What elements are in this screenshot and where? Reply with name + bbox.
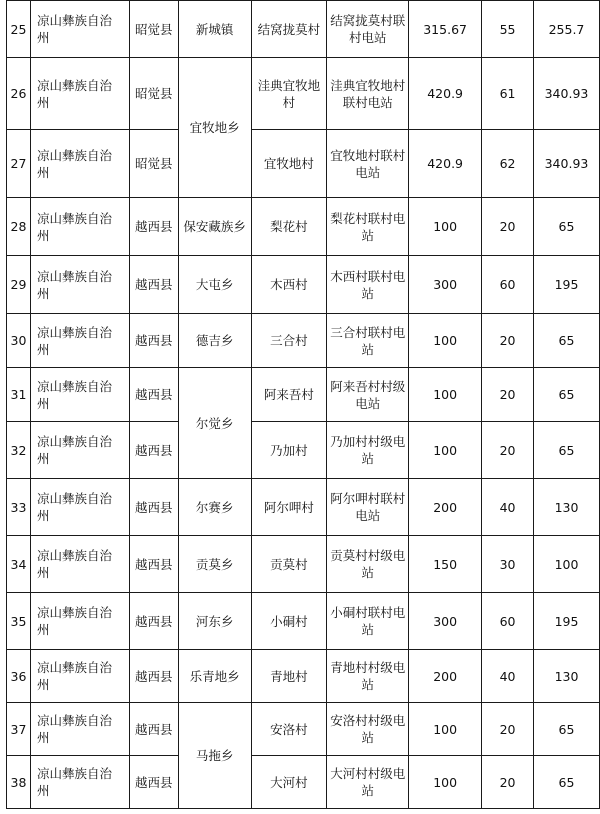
- row-number: 33: [7, 479, 31, 536]
- village-cell: 小硐村: [251, 593, 327, 650]
- county-cell: 越西县: [129, 703, 178, 756]
- village-cell: 洼典宜牧地村: [251, 58, 327, 130]
- village-cell: 梨花村: [251, 198, 327, 256]
- station-cell: 洼典宜牧地村 联村电站: [327, 58, 409, 130]
- capacity-value: 300: [409, 256, 482, 314]
- households-value: 20: [482, 314, 534, 368]
- households-value: 60: [482, 256, 534, 314]
- village-cell: 木西村: [251, 256, 327, 314]
- households-value: 40: [482, 479, 534, 536]
- households-value: 20: [482, 198, 534, 256]
- row-number: 35: [7, 593, 31, 650]
- prefecture-cell: 凉山彝族自治 州: [30, 756, 129, 809]
- county-cell: 越西县: [129, 650, 178, 703]
- station-cell: 梨花村联村电 站: [327, 198, 409, 256]
- township-cell: 保安藏族乡: [178, 198, 251, 256]
- table-row: [7, 479, 600, 536]
- township-cell: 宜牧地乡: [178, 58, 251, 198]
- station-cell: 小硐村联村电 站: [327, 593, 409, 650]
- investment-value: 65: [533, 198, 599, 256]
- prefecture-cell: 凉山彝族自治 州: [30, 422, 129, 479]
- table-row: [7, 650, 600, 703]
- village-cell: 结窝拢莫村: [251, 1, 327, 58]
- table-row: [7, 256, 600, 314]
- village-cell: 乃加村: [251, 422, 327, 479]
- township-cell: 乐青地乡: [178, 650, 251, 703]
- prefecture-cell: 凉山彝族自治 州: [30, 58, 129, 130]
- investment-value: 65: [533, 756, 599, 809]
- investment-value: 65: [533, 314, 599, 368]
- county-cell: 越西县: [129, 756, 178, 809]
- village-cell: 宜牧地村: [251, 130, 327, 198]
- row-number: 26: [7, 58, 31, 130]
- station-cell: 宜牧地村联村 电站: [327, 130, 409, 198]
- households-value: 61: [482, 58, 534, 130]
- row-number: 28: [7, 198, 31, 256]
- station-cell: 大河村村级电 站: [327, 756, 409, 809]
- village-cell: 阿来吾村: [251, 368, 327, 422]
- capacity-value: 100: [409, 756, 482, 809]
- capacity-value: 150: [409, 536, 482, 593]
- households-value: 30: [482, 536, 534, 593]
- table-row: [7, 1, 600, 58]
- station-cell: 乃加村村级电 站: [327, 422, 409, 479]
- county-cell: 越西县: [129, 593, 178, 650]
- investment-value: 340.93: [533, 130, 599, 198]
- investment-value: 195: [533, 593, 599, 650]
- row-number: 29: [7, 256, 31, 314]
- village-cell: 安洛村: [251, 703, 327, 756]
- households-value: 20: [482, 422, 534, 479]
- investment-value: 130: [533, 479, 599, 536]
- county-cell: 越西县: [129, 198, 178, 256]
- table-row: [7, 422, 600, 479]
- station-cell: 阿尔呷村联村 电站: [327, 479, 409, 536]
- table-row: [7, 130, 600, 198]
- table-row: [7, 703, 600, 756]
- capacity-value: 315.67: [409, 1, 482, 58]
- table-row: [7, 536, 600, 593]
- row-number: 36: [7, 650, 31, 703]
- investment-value: 65: [533, 368, 599, 422]
- prefecture-cell: 凉山彝族自治 州: [30, 1, 129, 58]
- station-cell: 阿来吾村村级 电站: [327, 368, 409, 422]
- county-cell: 越西县: [129, 256, 178, 314]
- township-cell: 尔赛乡: [178, 479, 251, 536]
- row-number: 34: [7, 536, 31, 593]
- capacity-value: 100: [409, 368, 482, 422]
- township-cell: 尔觉乡: [178, 368, 251, 479]
- station-cell: 贡莫村村级电 站: [327, 536, 409, 593]
- village-cell: 阿尔呷村: [251, 479, 327, 536]
- village-cell: 大河村: [251, 756, 327, 809]
- prefecture-cell: 凉山彝族自治 州: [30, 198, 129, 256]
- prefecture-cell: 凉山彝族自治 州: [30, 536, 129, 593]
- row-number: 38: [7, 756, 31, 809]
- row-number: 37: [7, 703, 31, 756]
- households-value: 62: [482, 130, 534, 198]
- county-cell: 越西县: [129, 479, 178, 536]
- row-number: 30: [7, 314, 31, 368]
- township-cell: 河东乡: [178, 593, 251, 650]
- table-row: [7, 314, 600, 368]
- row-number: 25: [7, 1, 31, 58]
- prefecture-cell: 凉山彝族自治 州: [30, 256, 129, 314]
- table-row: [7, 593, 600, 650]
- capacity-value: 300: [409, 593, 482, 650]
- station-cell: 青地村村级电 站: [327, 650, 409, 703]
- investment-value: 255.7: [533, 1, 599, 58]
- households-value: 40: [482, 650, 534, 703]
- households-value: 60: [482, 593, 534, 650]
- station-cell: 安洛村村级电 站: [327, 703, 409, 756]
- capacity-value: 420.9: [409, 130, 482, 198]
- row-number: 32: [7, 422, 31, 479]
- investment-value: 65: [533, 703, 599, 756]
- station-cell: 木西村联村电 站: [327, 256, 409, 314]
- village-cell: 三合村: [251, 314, 327, 368]
- township-cell: 马拖乡: [178, 703, 251, 809]
- prefecture-cell: 凉山彝族自治 州: [30, 593, 129, 650]
- households-value: 20: [482, 368, 534, 422]
- township-cell: 新城镇: [178, 1, 251, 58]
- capacity-value: 100: [409, 703, 482, 756]
- prefecture-cell: 凉山彝族自治 州: [30, 479, 129, 536]
- township-cell: 贡莫乡: [178, 536, 251, 593]
- investment-value: 340.93: [533, 58, 599, 130]
- table-row: [7, 198, 600, 256]
- table-row: [7, 368, 600, 422]
- households-value: 20: [482, 756, 534, 809]
- investment-value: 130: [533, 650, 599, 703]
- table-row: [7, 756, 600, 809]
- county-cell: 昭觉县: [129, 130, 178, 198]
- township-cell: 大屯乡: [178, 256, 251, 314]
- capacity-value: 420.9: [409, 58, 482, 130]
- county-cell: 越西县: [129, 368, 178, 422]
- capacity-value: 200: [409, 479, 482, 536]
- village-cell: 青地村: [251, 650, 327, 703]
- prefecture-cell: 凉山彝族自治 州: [30, 650, 129, 703]
- county-cell: 昭觉县: [129, 58, 178, 130]
- prefecture-cell: 凉山彝族自治 州: [30, 368, 129, 422]
- capacity-value: 100: [409, 422, 482, 479]
- households-value: 55: [482, 1, 534, 58]
- investment-value: 195: [533, 256, 599, 314]
- capacity-value: 100: [409, 198, 482, 256]
- row-number: 27: [7, 130, 31, 198]
- township-cell: 德吉乡: [178, 314, 251, 368]
- row-number: 31: [7, 368, 31, 422]
- village-cell: 贡莫村: [251, 536, 327, 593]
- power-station-table: [6, 0, 600, 809]
- county-cell: 越西县: [129, 422, 178, 479]
- capacity-value: 200: [409, 650, 482, 703]
- households-value: 20: [482, 703, 534, 756]
- county-cell: 越西县: [129, 314, 178, 368]
- station-cell: 结窝拢莫村联 村电站: [327, 1, 409, 58]
- prefecture-cell: 凉山彝族自治 州: [30, 703, 129, 756]
- county-cell: 昭觉县: [129, 1, 178, 58]
- investment-value: 100: [533, 536, 599, 593]
- prefecture-cell: 凉山彝族自治 州: [30, 130, 129, 198]
- station-cell: 三合村联村电 站: [327, 314, 409, 368]
- capacity-value: 100: [409, 314, 482, 368]
- table-row: [7, 58, 600, 130]
- county-cell: 越西县: [129, 536, 178, 593]
- prefecture-cell: 凉山彝族自治 州: [30, 314, 129, 368]
- investment-value: 65: [533, 422, 599, 479]
